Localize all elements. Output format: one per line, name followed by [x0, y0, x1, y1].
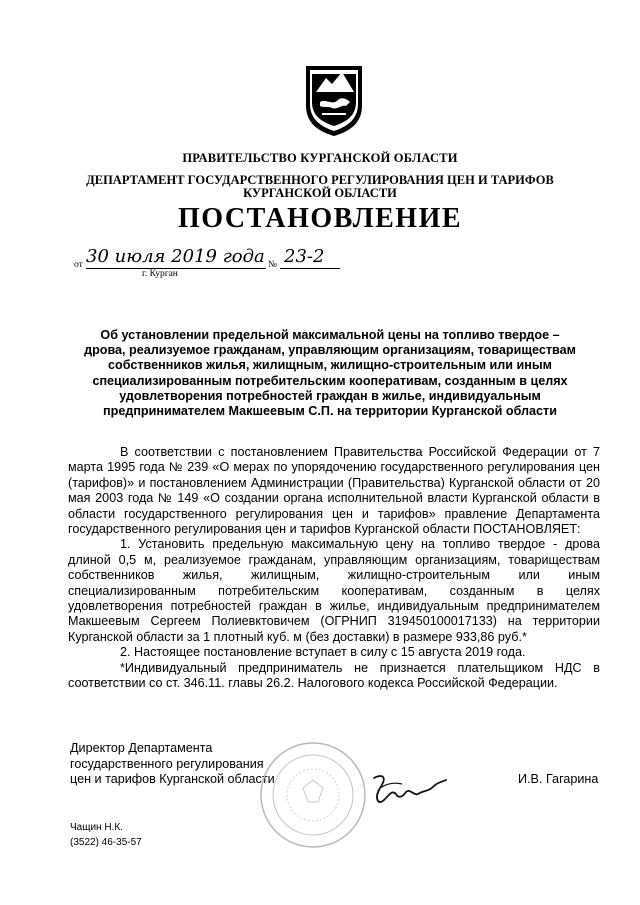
number-prefix: № — [268, 260, 278, 270]
date-handwritten: 30 июля 2019 года — [86, 246, 265, 267]
document-subject: Об установлении предельной максимальной цены на топливо твердое – дрова, реализуемое гражданам, управляющим организациям, товариществам собственников жилья, жилищным, жилищно-строительным или иным специализированным потребительским кооперативам, созданным в целях удовлетворения потребностей граждан в жилье, индивидуальным предпринимателем Макшеевым С.П. на территории Курганской области — [84, 328, 576, 419]
item-1-paragraph: 1. Установить предельную максимальную цену на топливо твердое - дрова длиной 0,5 м, реализуемое гражданам, управляющим организациям, товариществам собственников жилья, жилищным, жилищно-строительным или иным специализированным потребительским кооперативам, созданным в целях удовлетворения потребностей граждан в жилье, индивидуальным предпринимателем Макшеевым Сергеем Полиевктовичем (ОГРНИП 319450100017133) на территории Курганской области за 1 плотный куб. м (без доставки) в размере 933,86 руб.* — [68, 537, 600, 644]
handwritten-signature — [368, 772, 448, 812]
document-type-title: ПОСТАНОВЛЕНИЕ — [177, 203, 463, 234]
executor-name: Чащин Н.К. — [70, 822, 123, 833]
executor-phone: (3522) 46-35-57 — [70, 837, 142, 848]
department-name-line2: КУРГАНСКОЙ ОБЛАСТИ — [243, 186, 397, 200]
coat-of-arms-emblem — [302, 62, 366, 138]
official-seal-stamp — [258, 740, 368, 850]
position-line-1: Директор Департамента — [70, 741, 213, 755]
item-2-paragraph: 2. Настоящее постановление вступает в силу с 15 августа 2019 года. — [120, 645, 526, 660]
signatory-position — [70, 741, 275, 788]
signatory-name: И.В. Гагарина — [518, 772, 599, 786]
position-line-2: государственного регулирования — [70, 756, 264, 771]
number-underline — [280, 268, 340, 269]
department-name-line1: ДЕПАРТАМЕНТ ГОСУДАРСТВЕННОГО РЕГУЛИРОВАНИЯ ЦЕН И ТАРИФОВ — [86, 173, 554, 187]
date-prefix: от — [74, 260, 83, 270]
organization-name: ПРАВИТЕЛЬСТВО КУРГАНСКОЙ ОБЛАСТИ — [182, 151, 458, 165]
number-handwritten: 23-2 — [284, 246, 325, 267]
executor-info — [70, 820, 142, 850]
footnote-paragraph: *Индивидуальный предприниматель не признается плательщиком НДС в соответствии со ст. 346.11. главы 26.2. Налогового кодекса Российской Федерации. — [68, 660, 600, 691]
position-line-3: цен и тарифов Курганской области — [70, 772, 275, 786]
body-text — [68, 445, 600, 692]
preamble-paragraph: В соответствии с постановлением Правительства Российской Федерации от 7 марта 1995 года № 239 «О мерах по упорядочению государственного регулирования цен (тарифов)» и постановлением Администрации (Правительства) Курганской области от 20 мая 2003 года № 149 «О создании органа исполнительной власти Курганской области в области государственного регулирования цен и тарифов» правление Департамента государственного регулирования цен и тарифов Курганской области ПОСТАНОВЛЯЕТ: — [68, 445, 600, 537]
city-label: г. Курган — [142, 269, 178, 279]
